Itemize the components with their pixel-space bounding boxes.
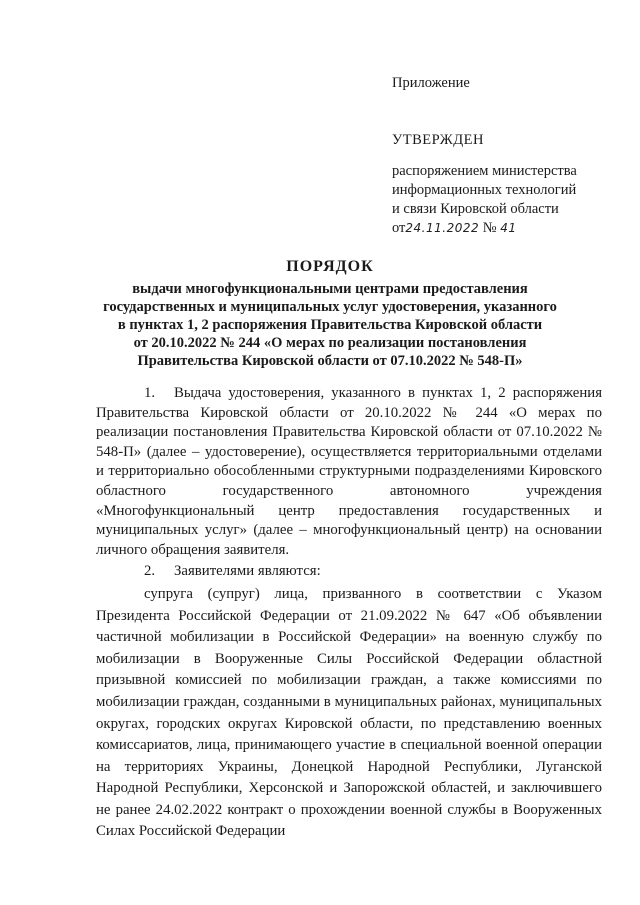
paragraph-1: [96, 384, 602, 560]
approval-authority: [392, 162, 617, 238]
title-subtitle-line: от 20.10.2022 № 244 «О мерах по реализации постановления: [133, 335, 527, 351]
handwritten-date: 24.11.2022: [405, 221, 480, 235]
title-subtitle-line: государственных и муниципальных услуг удостоверения, указанного: [103, 299, 557, 315]
approval-block: [392, 74, 617, 238]
paragraph-number: 1.: [144, 385, 156, 401]
from-label: от: [392, 220, 406, 236]
document-body: [96, 384, 602, 843]
approved-label: УТВЕРЖДЕН: [392, 132, 484, 148]
paragraph-number: 2.: [144, 563, 156, 580]
document-title: [95, 258, 565, 370]
paragraph-text: Заявителями являются:: [174, 563, 321, 580]
appendix-label: Приложение: [392, 75, 470, 91]
approval-line: и связи Кировской области: [392, 201, 559, 217]
handwritten-number: 41: [500, 221, 517, 235]
approval-line: распоряжением министерства: [392, 163, 577, 179]
approval-date-line: [392, 219, 617, 238]
paragraph-text: Выдача удостоверения, указанного в пунктах 1, 2 распоряжения Правительства Кировской области от 20.10.2022 № 244 «О мерах по реализации постановления Правительства Кировской области от 07.10.2022 № 548-П» (далее – удостоверение), осуществляется территориальными отделами и территориально обособленными структурными подразделениями Кировского областного государственного автономного учреждения «Многофункциональный центр предоставления государственных и муниципальных услуг» (далее – многофункциональный центр) на основании личного обращения заявителя.: [96, 385, 602, 558]
paragraph-3: супруга (супруг) лица, призванного в соответствии с Указом Президента Российской Федерации от 21.09.2022 № 647 «Об объявлении частичной мобилизации в Российской Федерации» на военную службу по мобилизации в Вооруженные Силы Российской Федерации областной призывной комиссией по мобилизации граждан, а также комиссиями по мобилизации граждан, созданными в муниципальных районах, муниципальных округах, городских округах Кировской области, по представлению военных комиссариатов, лица, принимающего участие в специальной военной операции на территориях Украины, Донецкой Народной Республики, Луганской Народной Республики, Херсонской и Запорожской областей, и заключившего не ранее 24.02.2022 контракт о прохождении военной службы в Вооруженных Силах Российской Федерации: [96, 585, 602, 840]
title-subtitle-line: выдачи многофункциональными центрами предоставления: [132, 281, 528, 297]
title-subtitle-line: в пунктах 1, 2 распоряжения Правительства Кировской области: [117, 317, 543, 333]
approval-line: информационных технологий: [392, 182, 577, 198]
number-label: №: [482, 220, 497, 236]
title-subtitle-line: Правительства Кировской области от 07.10.2022 № 548-П»: [137, 353, 523, 369]
paragraph-2: [96, 562, 602, 582]
title-heading: ПОРЯДОК: [286, 258, 374, 275]
